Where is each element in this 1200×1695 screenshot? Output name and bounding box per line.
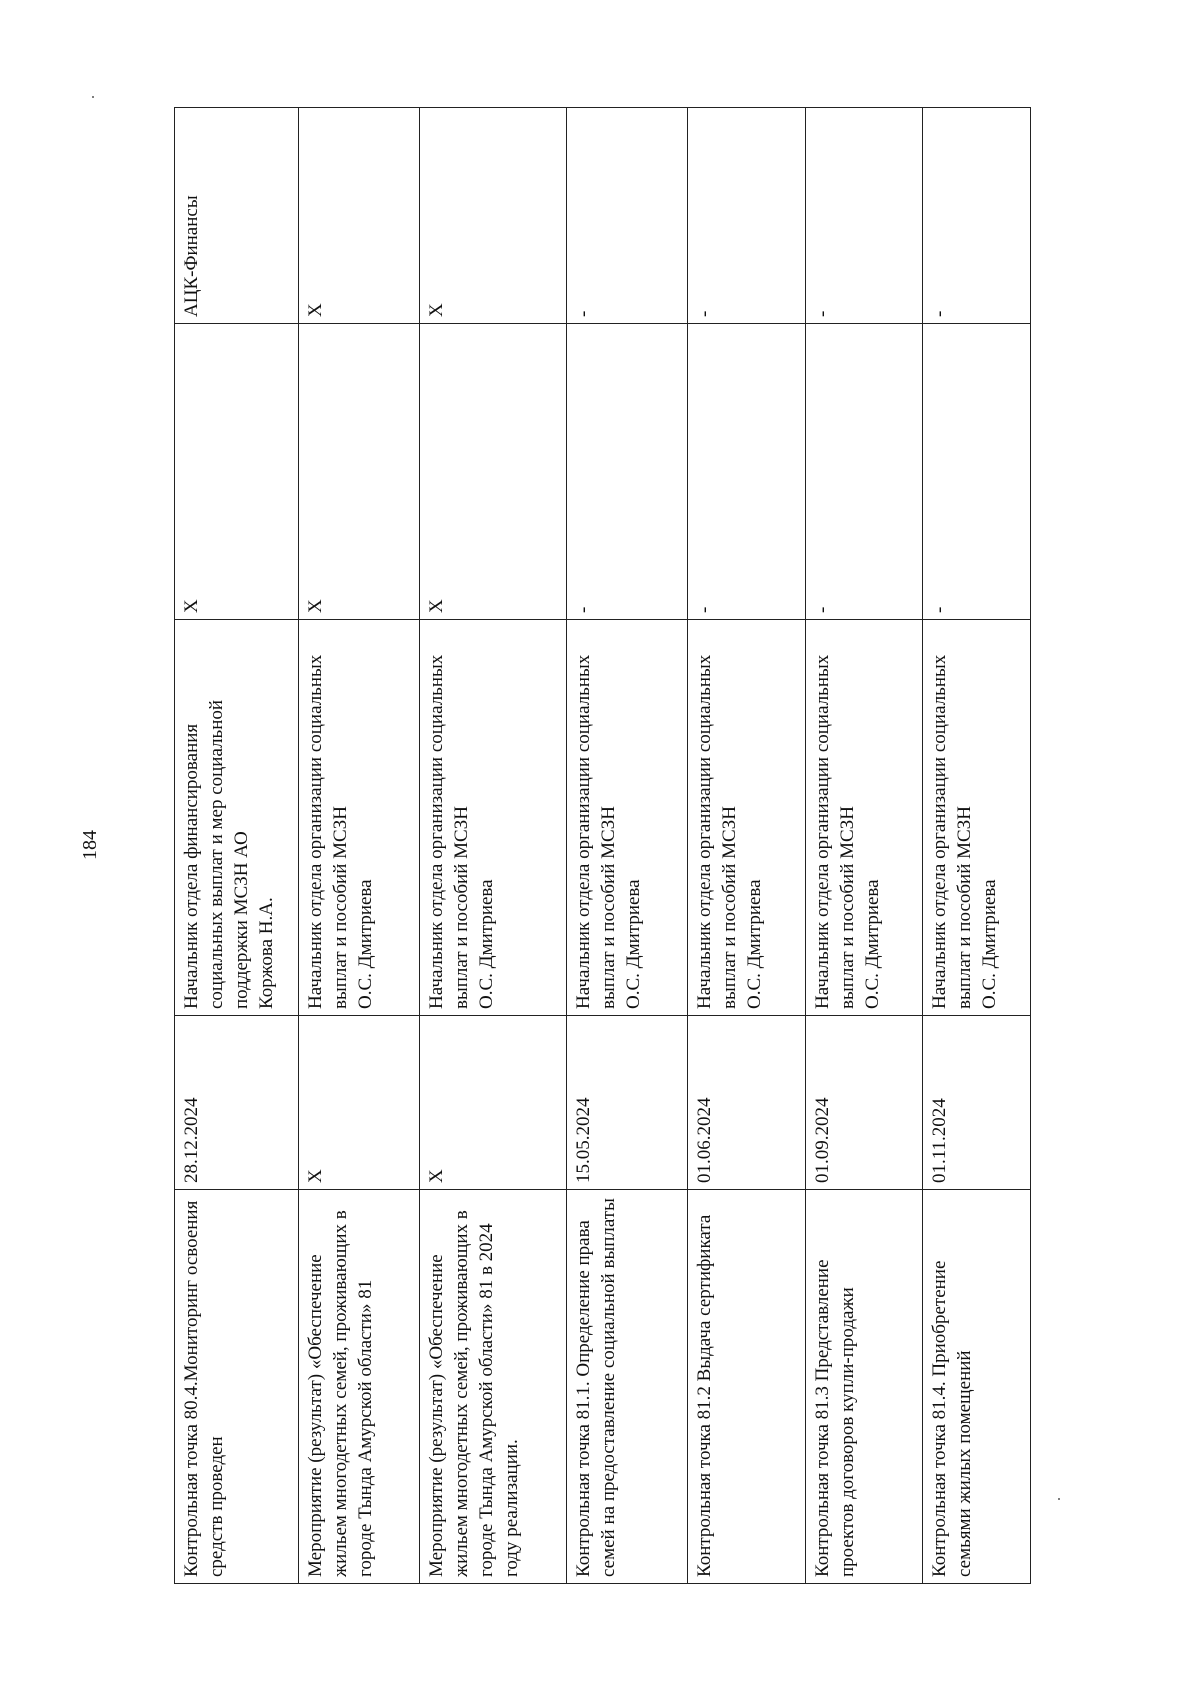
- responsible-cell: Начальник отдела организации социальных выплат и пособий МСЗН О.С. Дмитриева: [923, 620, 1031, 1016]
- info-system-cell: АЦК-Финансы: [175, 108, 299, 324]
- deadline-cell: 28.12.2024: [175, 1016, 299, 1190]
- event-name-cell: Мероприятие (результат) «Обеспечение жильем многодетных семей, проживающих в городе Тында Амурской области» 81 в 2024 году реализации.: [420, 1190, 567, 1584]
- deadline-cell: Х: [420, 1016, 567, 1190]
- scan-speck: [92, 96, 94, 98]
- deadline-cell: 01.09.2024: [806, 1016, 923, 1190]
- rotated-table-container: [174, 108, 1030, 1584]
- deadline-cell: 01.11.2024: [923, 1016, 1031, 1190]
- deadline-cell: Х: [299, 1016, 420, 1190]
- info-system-cell: -: [688, 108, 806, 324]
- deadline-cell: 15.05.2024: [567, 1016, 688, 1190]
- event-name-cell: Контрольная точка 81.1. Определение права семей на предоставление социальной выплаты: [567, 1190, 688, 1584]
- table-row: [923, 108, 1031, 1584]
- info-system-cell: -: [923, 108, 1031, 324]
- mark-cell: -: [688, 324, 806, 620]
- event-name-cell: Контрольная точка 81.4. Приобретение семьями жилых помещений: [923, 1190, 1031, 1584]
- info-system-cell: -: [806, 108, 923, 324]
- responsible-cell: Начальник отдела организации социальных выплат и пособий МСЗН О.С. Дмитриева: [299, 620, 420, 1016]
- mark-cell: Х: [420, 324, 567, 620]
- scan-speck: [1058, 1498, 1060, 1500]
- table-row: [299, 108, 420, 1584]
- event-name-cell: Контрольная точка 81.2 Выдача сертификата: [688, 1190, 806, 1584]
- info-system-cell: Х: [420, 108, 567, 324]
- table-row: [420, 108, 567, 1584]
- table-row: [567, 108, 688, 1584]
- responsible-cell: Начальник отдела организации социальных выплат и пособий МСЗН О.С. Дмитриева: [567, 620, 688, 1016]
- event-name-cell: Контрольная точка 80.4.Мониторинг освоения средств проведен: [175, 1190, 299, 1584]
- mark-cell: -: [567, 324, 688, 620]
- page-number: 184: [79, 830, 101, 860]
- event-name-cell: Мероприятие (результат) «Обеспечение жильем многодетных семей, проживающих в городе Тында Амурской области» 81: [299, 1190, 420, 1584]
- responsible-cell: Начальник отдела организации социальных выплат и пособий МСЗН О.С. Дмитриева: [806, 620, 923, 1016]
- mark-cell: -: [806, 324, 923, 620]
- responsible-cell: Начальник отдела организации социальных выплат и пособий МСЗН О.С. Дмитриева: [420, 620, 567, 1016]
- event-name-cell: Контрольная точка 81.3 Представление проектов договоров купли-продажи: [806, 1190, 923, 1584]
- mark-cell: -: [923, 324, 1031, 620]
- table-row: [175, 108, 299, 1584]
- control-points-table: [174, 107, 1031, 1584]
- mark-cell: Х: [175, 324, 299, 620]
- table-row: [688, 108, 806, 1584]
- responsible-cell: Начальник отдела организации социальных выплат и пособий МСЗН О.С. Дмитриева: [688, 620, 806, 1016]
- mark-cell: Х: [299, 324, 420, 620]
- deadline-cell: 01.06.2024: [688, 1016, 806, 1190]
- info-system-cell: Х: [299, 108, 420, 324]
- table-row: [806, 108, 923, 1584]
- rotated-table-inner: [174, 108, 1030, 1584]
- responsible-cell: Начальник отдела финансирования социальных выплат и мер социальной поддержки МСЗН АО Коржова Н.А.: [175, 620, 299, 1016]
- info-system-cell: -: [567, 108, 688, 324]
